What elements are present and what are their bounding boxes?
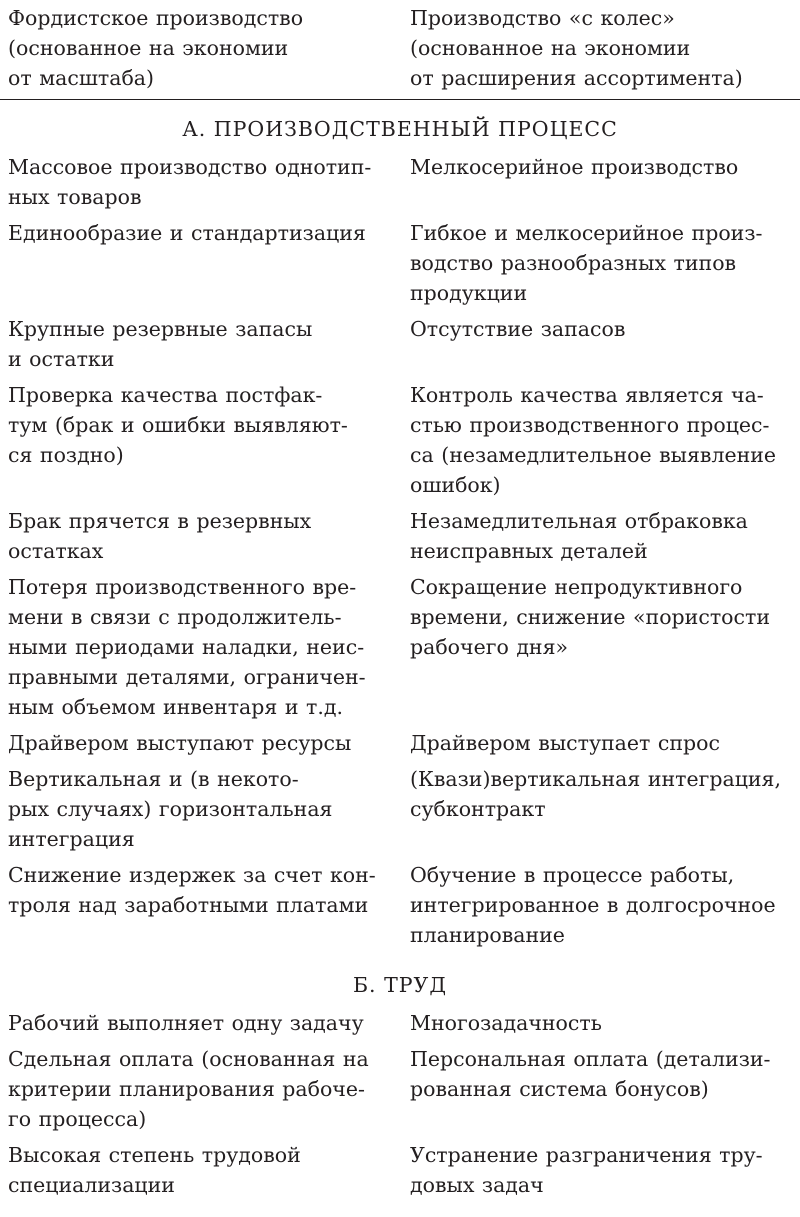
table-row [0,152,800,212]
cell-line: Драйвером выступает спрос [410,731,720,755]
flexible-cell [400,1008,800,1038]
fordist-cell [0,314,400,374]
cell-line: са (незамедлительное выявление [410,443,777,467]
table-row [0,314,800,374]
cell-line: рованная система бонусов) [410,1077,709,1101]
cell-line: водство разнообразных типов [410,251,737,275]
cell-line: и остатки [8,347,115,371]
cell-line: ными периодами наладки, неис- [8,635,365,659]
fordist-cell [0,1044,400,1134]
cell-line: довых задач [410,1173,544,1197]
table-row [0,860,800,950]
cell-line: Персональная оплата (детализи- [410,1047,771,1071]
cell-line: Сокращение непродуктивного [410,575,743,599]
cell-line: Высокая степень трудовой [8,1143,301,1167]
cell-line: ошибок) [410,473,501,497]
cell-line: Массовое производство однотип- [8,155,372,179]
flexible-cell [400,860,800,950]
fordist-cell [0,152,400,212]
table-row [0,380,800,500]
cell-line: Многозадачность [410,1011,602,1035]
fordist-cell [0,218,400,248]
section-title: А. ПРОИЗВОДСТВЕННЫЙ ПРОЦЕСС [182,117,618,141]
section-title: Б. ТРУД [352,973,448,997]
flexible-cell [400,1140,800,1200]
cell-line: Контроль качества является ча- [410,383,764,407]
cell-line: критерии планирования рабоче- [8,1077,365,1101]
cell-line: Крупные резервные запасы [8,317,313,341]
fordist-cell [0,506,400,566]
cell-line: го процесса) [8,1107,147,1131]
cell-line: Гибкое и мелкосерийное произ- [410,221,763,245]
cell-line: времени, снижение «пористости [410,605,770,629]
cell-line: интегрированное в долгосрочное [410,893,776,917]
cell-line: рых случаях) горизонтальная [8,797,333,821]
cell-line: Отсутствие запасов [410,317,626,341]
header-line: от расширения ассортимента) [410,66,743,90]
fordist-cell [0,1008,400,1038]
table-body [0,100,800,1200]
table-row [0,1008,800,1038]
table-row [0,572,800,722]
cell-line: Устранение разграничения тру- [410,1143,763,1167]
cell-line: неисправных деталей [410,539,648,563]
cell-line: Незамедлительная отбраковка [410,509,748,533]
flexible-cell [400,572,800,662]
fordist-cell [0,860,400,920]
cell-line: Проверка качества постфак- [8,383,323,407]
header-line: (основанное на экономии [8,36,289,60]
header-line: (основанное на экономии [410,36,691,60]
flexible-cell [400,764,800,824]
cell-line: интеграция [8,827,135,851]
cell-line: Обучение в процессе работы, [410,863,735,887]
fordist-cell [0,1140,400,1200]
cell-line: ся поздно) [8,443,124,467]
cell-line: Единообразие и стандартизация [8,221,366,245]
table-row [0,764,800,854]
flexible-cell [400,218,800,308]
fordist-cell [0,572,400,722]
table-row [0,728,800,758]
cell-line: остатках [8,539,104,563]
table-header [0,0,800,100]
cell-line: специализации [8,1173,175,1197]
fordist-cell [0,764,400,854]
cell-line: правными деталями, ограничен- [8,665,366,689]
cell-line: мени в связи с продолжитель- [8,605,342,629]
cell-line: ным объемом инвентаря и т.д. [8,695,344,719]
flexible-cell [400,380,800,500]
header-line: Фордистское производство [8,6,304,30]
header-flexible [400,3,800,93]
flexible-cell [400,728,800,758]
table-row [0,218,800,308]
cell-line: тум (брак и ошибки выявляют- [8,413,348,437]
header-line: от масштаба) [8,66,155,90]
header-line: Производство «с колес» [410,6,675,30]
cell-line: Сдельная оплата (основанная на [8,1047,369,1071]
cell-line: ных товаров [8,185,142,209]
cell-line: Снижение издержек за счет кон- [8,863,376,887]
cell-line: Рабочий выполняет одну задачу [8,1011,364,1035]
fordist-cell [0,728,400,758]
cell-line: Вертикальная и (в некото- [8,767,299,791]
cell-line: планирование [410,923,565,947]
cell-line: Потеря производственного вре- [8,575,357,599]
table-row [0,1140,800,1200]
fordist-cell [0,380,400,470]
cell-line: Драйвером выступают ресурсы [8,731,352,755]
table-row [0,1044,800,1134]
cell-line: (Квази)вертикальная интеграция, [410,767,782,791]
cell-line: Брак прячется в резервных [8,509,312,533]
flexible-cell [400,314,800,344]
cell-line: рабочего дня» [410,635,569,659]
flexible-cell [400,152,800,182]
cell-line: Мелкосерийное производство [410,155,739,179]
cell-line: троля над заработными платами [8,893,369,917]
header-fordist [0,3,400,93]
flexible-cell [400,506,800,566]
cell-line: продукции [410,281,528,305]
cell-line: субконтракт [410,797,546,821]
table-row [0,506,800,566]
flexible-cell [400,1044,800,1104]
cell-line: стью производственного процес- [410,413,770,437]
